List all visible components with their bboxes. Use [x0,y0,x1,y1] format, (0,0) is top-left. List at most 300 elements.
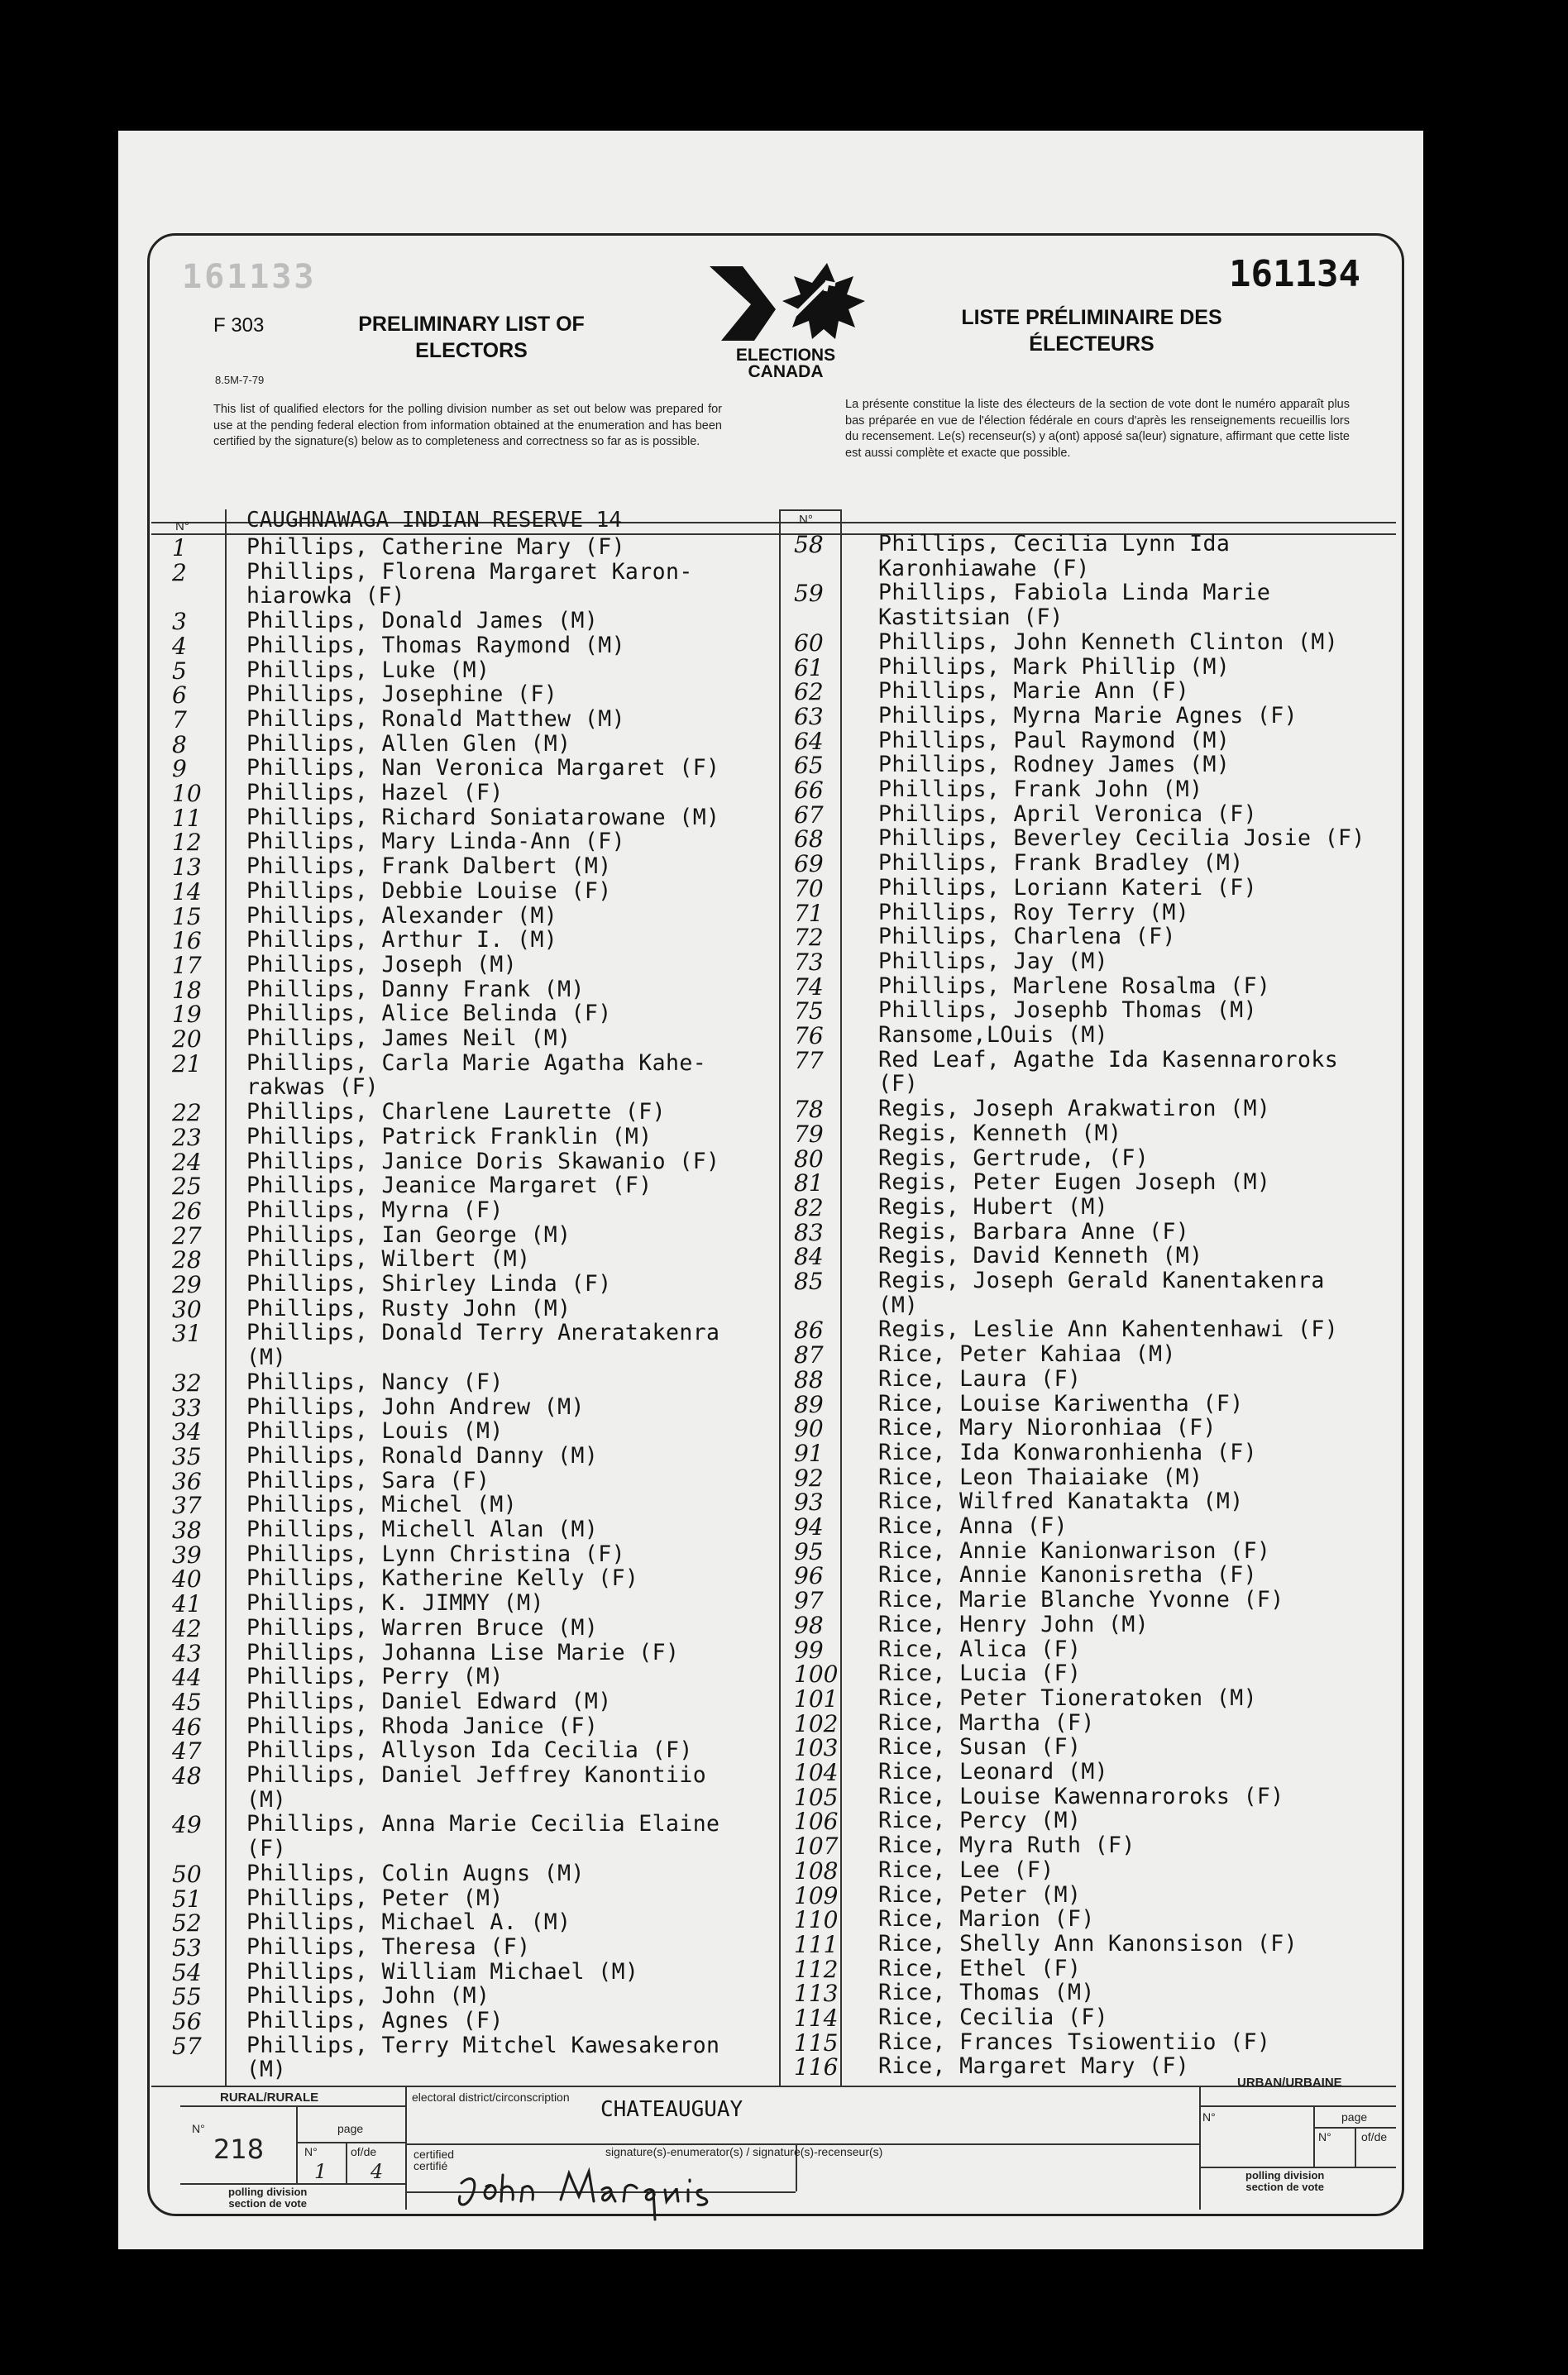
elector-number: 27 [172,1221,202,1250]
elector-name: Rice, Leon Thaiaiake (M) [878,1464,1203,1490]
elector-name: Red Leaf, Agathe Ida Kasennaroroks [878,1046,1339,1073]
elector-number: 37 [172,1492,202,1520]
reserve-name: CAUGHNAWAGA INDIAN RESERVE 14 [246,508,622,533]
urban-label: URBAN/URBAINE [1237,2076,1342,2090]
elector-number: 89 [794,1390,824,1418]
elector-number: 15 [172,902,202,930]
urban-polling-division-en: polling division [1245,2169,1325,2181]
elector-number: 7 [172,705,187,734]
maple-leaf-x-icon [703,258,868,379]
elector-number: 87 [794,1341,824,1369]
elector-number: 69 [794,850,824,878]
elector-name: Phillips, Josephb Thomas (M) [878,997,1257,1024]
elector-number: 105 [794,1783,839,1811]
footer-divider-right [1199,2086,1201,2210]
elector-number: 78 [794,1096,824,1124]
elector-name: Rice, Myra Ruth (F) [878,1833,1135,1859]
elector-name: Phillips, Charlene Laurette (F) [246,1099,666,1125]
elector-name-continuation: (F) [878,1071,918,1097]
elector-name: Rice, Margaret Mary (F) [878,2053,1190,2080]
elector-number: 51 [172,1885,202,1913]
elector-name: Phillips, Louis (M) [246,1418,504,1445]
elector-number: 71 [794,899,824,927]
elector-name: Phillips, Ronald Matthew (M) [246,705,625,732]
elector-number: 38 [172,1517,202,1544]
elector-name: Regis, David Kenneth (M) [878,1243,1203,1269]
elector-number: 77 [794,1046,824,1074]
elector-name: Phillips, Nan Veronica Margaret (F) [246,755,720,781]
elector-name: Rice, Frances Tsiowentiio (F) [878,2029,1271,2055]
elector-number: 110 [794,1906,839,1934]
elector-name: Phillips, Alexander (M) [246,902,558,929]
rural-of-label: of/de [351,2145,377,2158]
elector-name: Rice, Annie Kanionwarison (F) [878,1537,1271,1564]
signature-label: signature(s)-enumerator(s) / signature(s)-recenseur(s) [605,2145,883,2158]
elector-number: 40 [172,1565,202,1594]
elector-number: 12 [172,829,202,857]
electoral-district: CHATEAUGUAY [600,2097,743,2122]
elector-name: Rice, Peter (M) [878,1881,1082,1908]
elector-number: 1 [172,534,187,561]
elector-name: Phillips, Theresa (F) [246,1933,531,1960]
elector-number: 88 [794,1365,824,1393]
elector-number: 46 [172,1713,202,1741]
title-fr-line-1: LISTE PRÉLIMINAIRE DES [961,306,1222,329]
elector-name: Rice, Leonard (M) [878,1759,1109,1785]
elector-number: 112 [794,1955,839,1983]
elector-name: Rice, Thomas (M) [878,1980,1095,2006]
elector-number: 4 [172,632,187,660]
elector-name: Phillips, Marie Ann (F) [878,678,1190,705]
elector-name-continuation: (M) [246,1345,286,1371]
elector-number: 33 [172,1393,202,1422]
title-fr-line-2: ÉLECTEURS [1029,332,1154,356]
urban-page-no-label: N° [1318,2130,1331,2143]
elector-name: Phillips, Katherine Kelly (F) [246,1565,639,1592]
rural-polling-division-label [228,2186,307,2210]
form-revision: 8.5M-7-79 [215,374,265,386]
elector-name: Phillips, Cecilia Lynn Ida [878,531,1231,557]
elector-name: Phillips, Michel (M) [246,1492,518,1518]
elector-number: 30 [172,1295,202,1323]
elector-name: Rice, Laura (F) [878,1365,1082,1392]
elector-name: Phillips, Terry Mitchel Kawesakeron [246,2032,720,2058]
elector-number: 98 [794,1611,824,1639]
urban-polling-division-label [1245,2170,1324,2193]
elector-name: Phillips, Frank Dalbert (M) [246,853,612,880]
elector-number: 26 [172,1197,202,1225]
certified-en: certified [414,2148,455,2161]
elector-number: 19 [172,1001,202,1029]
elector-number: 16 [172,927,202,955]
elector-name: Phillips, Donald Terry Aneratakenra [246,1320,720,1346]
elector-name-continuation: hiarowka (F) [246,583,405,609]
elector-number: 54 [172,1958,202,1986]
elector-name: Phillips, Peter (M) [246,1885,504,1911]
elector-number: 103 [794,1734,839,1762]
rural-bottom-rule [180,2183,405,2185]
logo-text-elections: ELECTIONS [735,346,836,365]
elector-number: 61 [794,653,824,681]
elector-number: 57 [172,2032,202,2060]
urban-polling-division-fr: section de vote [1245,2181,1324,2193]
elector-name: Phillips, Mary Linda-Ann (F) [246,829,625,855]
elector-number: 48 [172,1762,202,1790]
elector-name: Phillips, Rusty John (M) [246,1295,571,1321]
footer-top-rule [151,2086,1396,2087]
elector-number: 64 [794,727,824,755]
center-column-rule-a [779,509,781,2087]
column-header-no-right: N° [799,513,813,527]
urban-of-label: of/de [1361,2130,1388,2143]
elector-name-continuation: (M) [878,1292,918,1318]
urban-rule [1199,2105,1396,2107]
elector-number: 44 [172,1664,202,1692]
intro-english: This list of qualified electors for the polling division number as set out below was prepared for use at the pending federal election from information obtained at the enumeration and has been certified by the signature(s) below as to completeness and correctness so far as is possible. [213,403,722,449]
elector-name: Phillips, Florena Margaret Karon- [246,558,693,585]
elector-number: 106 [794,1808,839,1836]
elector-number: 72 [794,924,824,952]
elector-name: Phillips, Sara (F) [246,1467,490,1493]
elector-name: Phillips, Roy Terry (M) [878,899,1190,925]
urban-of-divider [1355,2127,1356,2167]
urban-page-label: page [1341,2110,1368,2124]
elector-name: Phillips, Josephine (F) [246,681,558,708]
elector-name: Phillips, Charlena (F) [878,924,1176,950]
elector-name: Regis, Gertrude, (F) [878,1144,1150,1171]
elector-name: Phillips, Beverley Cecilia Josie (F) [878,825,1365,852]
elector-name: Phillips, Danny Frank (M) [246,976,585,1002]
elector-name: Phillips, Shirley Linda (F) [246,1271,612,1297]
rural-page-label: page [337,2122,364,2135]
elector-number: 8 [172,730,187,758]
elector-name: Phillips, John Kenneth Clinton (M) [878,628,1339,655]
elector-name: Rice, Percy (M) [878,1808,1082,1834]
title-french [918,304,1265,357]
elector-name: Phillips, Daniel Jeffrey Kanontiio [246,1762,707,1788]
elector-name: Rice, Ida Konwaronhienha (F) [878,1439,1257,1465]
center-header-top-rule [779,509,842,511]
form-number: 161134 [1229,253,1360,295]
elector-name: Rice, Ethel (F) [878,1955,1082,1981]
elector-number: 6 [172,681,187,710]
elector-number: 84 [794,1243,824,1271]
elector-name: Phillips, Rodney James (M) [878,752,1231,778]
elector-number: 50 [172,1860,202,1888]
elector-name: Phillips, Loriann Kateri (F) [878,874,1257,901]
electoral-district-label: electoral district/circonscription [412,2091,570,2104]
elector-name: Phillips, Frank Bradley (M) [878,850,1244,877]
elector-number: 17 [172,951,202,979]
elector-number: 107 [794,1833,839,1861]
rural-page-no-label: N° [304,2145,318,2158]
elector-name: Phillips, Allen Glen (M) [246,730,571,757]
elector-number: 102 [794,1709,839,1737]
elector-name: Phillips, Allyson Ida Cecilia (F) [246,1737,693,1764]
elector-name: Phillips, Johanna Lise Marie (F) [246,1639,680,1665]
column-header-no-left: N° [175,519,189,533]
elector-name: Phillips, Thomas Raymond (M) [246,632,625,658]
elector-number: 75 [794,997,824,1025]
elector-name: Phillips, Mark Phillip (M) [878,653,1231,680]
urban-no-label: N° [1202,2110,1216,2124]
elector-number: 90 [794,1415,824,1443]
elector-number: 114 [794,2005,839,2032]
elector-name: Rice, Anna (F) [878,1513,1068,1539]
elector-name: Phillips, Joseph (M) [246,951,518,977]
elector-number: 93 [794,1489,824,1517]
elector-number: 35 [172,1442,202,1470]
polling-division-en: polling division [228,2186,308,2198]
elector-number: 10 [172,780,202,807]
elector-number: 115 [794,2029,839,2057]
elector-number: 92 [794,1464,824,1492]
elector-name: Regis, Joseph Gerald Kanentakenra [878,1268,1325,1293]
polling-division-fr: section de vote [228,2197,307,2210]
title-english [314,311,629,364]
elector-name: Regis, Peter Eugen Joseph (M) [878,1169,1271,1196]
elector-number: 80 [794,1144,824,1173]
elector-name: Regis, Leslie Ann Kahentenhawi (F) [878,1317,1339,1343]
elector-name: Regis, Hubert (M) [878,1193,1109,1220]
elector-number: 11 [172,804,202,832]
elector-number: 23 [172,1123,202,1151]
elector-number: 100 [794,1661,839,1689]
elector-number: 99 [794,1636,824,1664]
elector-name: Rice, Peter Tioneratoken (M) [878,1684,1257,1711]
elector-name: Rice, Alica (F) [878,1636,1082,1662]
elector-number: 31 [172,1320,202,1348]
elector-name: Phillips, Ronald Danny (M) [246,1442,599,1469]
form-code: F 303 [213,314,265,337]
elector-name: Phillips, Michell Alan (M) [246,1517,599,1542]
elector-number: 24 [172,1148,202,1176]
elector-name: Phillips, Agnes (F) [246,2008,504,2033]
elector-name: Rice, Peter Kahiaa (M) [878,1341,1176,1368]
elector-name: Phillips, Donald James (M) [246,608,599,634]
elector-name-continuation: Karonhiawahe (F) [878,555,1090,581]
elector-number: 25 [172,1173,202,1201]
elector-number: 95 [794,1537,824,1565]
elector-name: Rice, Mary Nioronhiaa (F) [878,1415,1217,1441]
elector-number: 85 [794,1268,824,1295]
elector-number: 36 [172,1467,202,1495]
signature-text [463,2200,533,2213]
elector-number: 94 [794,1513,824,1541]
elector-number: 22 [172,1099,202,1127]
polling-division-number: 218 [213,2134,265,2165]
elector-name-continuation: (F) [246,1836,286,1862]
elector-number: 96 [794,1562,824,1590]
elector-number: 82 [794,1193,824,1221]
elector-number: 47 [172,1737,202,1766]
elector-number: 45 [172,1688,202,1716]
ghost-form-number: 161133 [182,258,317,296]
elector-name: Phillips, William Michael (M) [246,1958,639,1985]
elector-number: 116 [794,2053,839,2081]
elector-number: 18 [172,976,202,1004]
elector-name: Phillips, Fabiola Linda Marie [878,580,1271,606]
elector-name: Phillips, Myrna (F) [246,1197,504,1223]
elector-number: 52 [172,1909,202,1938]
elector-name: Phillips, Myrna Marie Agnes (F) [878,702,1298,729]
elector-name-continuation: Kastitsian (F) [878,605,1064,631]
page-total: 4 [370,2160,384,2183]
elector-name: Phillips, Marlene Rosalma (F) [878,972,1271,999]
elector-name: Phillips, April Veronica (F) [878,800,1257,827]
rural-no-divider [296,2105,298,2183]
elector-name: Phillips, Jeanice Margaret (F) [246,1173,653,1199]
elector-name: Phillips, Ian George (M) [246,1221,571,1248]
elector-name: Rice, Henry John (M) [878,1611,1150,1637]
elector-number: 60 [794,628,824,657]
elector-name: Phillips, Debbie Louise (F) [246,877,612,904]
elector-name: Phillips, Warren Bruce (M) [246,1614,599,1641]
elector-number: 53 [172,1933,202,1962]
elector-name: Phillips, Frank John (M) [878,777,1203,802]
elector-name: Phillips, John (M) [246,1983,490,2009]
elector-name: Phillips, James Neil (M) [246,1025,571,1051]
elector-name: Phillips, Jay (M) [878,948,1109,974]
elector-number: 111 [794,1930,839,1958]
elector-name: Phillips, Patrick Franklin (M) [246,1123,653,1149]
elector-number: 34 [172,1418,202,1446]
elector-name: Phillips, Anna Marie Cecilia Elaine [246,1811,720,1837]
elector-number: 59 [794,580,824,608]
elector-number: 43 [172,1639,202,1667]
rural-no-label: N° [192,2122,205,2135]
elector-name: Rice, Shelly Ann Kanonsison (F) [878,1930,1298,1957]
elector-name: Phillips, Nancy (F) [246,1369,504,1395]
elector-number: 70 [794,874,824,902]
elector-name-continuation: (M) [246,2057,286,2083]
elector-name: Phillips, Catherine Mary (F) [246,534,625,560]
elector-name: Rice, Annie Kanonisretha (F) [878,1562,1257,1589]
elector-number: 29 [172,1271,202,1298]
elector-number: 68 [794,825,824,853]
logo-text-canada: CANADA [748,362,824,379]
elector-name: Rice, Martha (F) [878,1709,1095,1736]
elector-number: 20 [172,1025,202,1053]
elector-number: 66 [794,777,824,804]
elector-name: Phillips, Janice Doris Skawanio (F) [246,1148,720,1174]
title-en-line-2: ELECTORS [415,339,528,362]
elector-number: 97 [794,1587,824,1615]
elector-name: Phillips, John Andrew (M) [246,1393,585,1420]
elector-number: 42 [172,1614,202,1642]
elector-number: 65 [794,752,824,780]
elector-name: Rice, Wilfred Kanatakta (M) [878,1489,1244,1515]
elector-name: Regis, Joseph Arakwatiron (M) [878,1096,1271,1122]
elector-number: 39 [172,1541,202,1569]
elector-number: 91 [794,1439,824,1467]
elector-name: Rice, Susan (F) [878,1734,1082,1761]
elector-name: Phillips, Colin Augns (M) [246,1860,585,1886]
certified-fr: certifié [414,2159,448,2172]
urban-bottom-rule [1199,2167,1396,2168]
elector-number: 55 [172,1983,202,2011]
rural-page-rule [296,2142,405,2143]
elector-name: Rice, Louise Kawennaroroks (F) [878,1783,1284,1809]
elector-name: Rice, Marie Blanche Yvonne (F) [878,1587,1284,1613]
elector-name: Regis, Kenneth (M) [878,1120,1122,1146]
elector-number: 74 [794,972,824,1001]
elector-name: Rice, Cecilia (F) [878,2005,1109,2030]
elections-canada-logo [703,258,868,379]
elector-number: 79 [794,1120,824,1148]
title-en-line-1: PRELIMINARY LIST OF [358,313,585,336]
elector-name: Phillips, Rhoda Janice (F) [246,1713,599,1739]
rural-label: RURAL/RURALE [220,2091,319,2105]
urban-no-divider [1313,2105,1315,2167]
elector-number: 49 [172,1811,202,1839]
elector-number: 3 [172,608,187,636]
elector-number: 109 [794,1881,839,1909]
elector-name: Phillips, Wilbert (M) [246,1246,531,1273]
rural-of-divider [346,2142,347,2183]
elector-number: 28 [172,1246,202,1274]
elector-name: Ransome,LOuis (M) [878,1022,1109,1048]
elector-name: Phillips, Michael A. (M) [246,1909,571,1936]
elector-number: 13 [172,853,202,882]
elector-number: 21 [172,1049,202,1078]
elector-name: Phillips, K. JIMMY (M) [246,1590,544,1617]
elector-name: Rice, Louise Kariwentha (F) [878,1390,1244,1417]
elector-number: 81 [794,1169,824,1197]
elector-name: Phillips, Alice Belinda (F) [246,1001,612,1027]
elector-number: 86 [794,1317,824,1345]
elector-number: 83 [794,1218,824,1246]
elector-name: Rice, Lucia (F) [878,1661,1082,1687]
elector-number: 56 [172,2008,202,2035]
certified-label [414,2148,454,2172]
elector-name: Phillips, Arthur I. (M) [246,927,558,953]
elector-name: Rice, Marion (F) [878,1906,1095,1933]
elector-name: Phillips, Luke (M) [246,657,490,683]
elector-number: 76 [794,1022,824,1049]
elector-number: 58 [794,531,824,558]
enumerator-signature [453,2150,767,2224]
elector-number: 113 [794,1980,839,2008]
elector-name: Rice, Lee (F) [878,1857,1054,1883]
elector-number: 101 [794,1684,839,1713]
elector-name: Phillips, Carla Marie Agatha Kahe- [246,1049,707,1076]
elector-name-continuation: rakwas (F) [246,1074,379,1101]
elector-name-continuation: (M) [246,1786,286,1813]
elector-name: Phillips, Lynn Christina (F) [246,1541,625,1567]
elector-number: 2 [172,558,187,586]
elector-name: Phillips, Daniel Edward (M) [246,1688,612,1714]
elector-name: Phillips, Perry (M) [246,1664,504,1690]
elector-number: 63 [794,702,824,730]
elector-name: Phillips, Richard Soniatarowane (M) [246,804,720,830]
elector-name: Regis, Barbara Anne (F) [878,1218,1190,1245]
elector-number: 108 [794,1857,839,1885]
elector-number: 9 [172,755,187,783]
elector-number: 104 [794,1759,839,1786]
elector-number: 32 [172,1369,202,1397]
elector-number: 73 [794,948,824,976]
elector-name: Phillips, Hazel (F) [246,780,504,805]
elector-number: 67 [794,800,824,829]
elector-number: 14 [172,877,202,906]
elector-number: 5 [172,657,187,685]
page-number: 1 [314,2160,327,2183]
rural-rule [180,2105,405,2107]
intro-french: La présente constitue la liste des électeurs de la section de vote dont le numéro apparaît plus bas préparée en vue de l'élection fédérale en cours d'après les renseignements recueillis lors du recensement. Le(s) recenseur(s) y a(ont) apposé sa(leur) signature, affirmant que cette liste est aussi complète et exacte que possible. [845,398,1350,460]
elector-number: 62 [794,678,824,706]
elector-number: 41 [172,1590,202,1618]
